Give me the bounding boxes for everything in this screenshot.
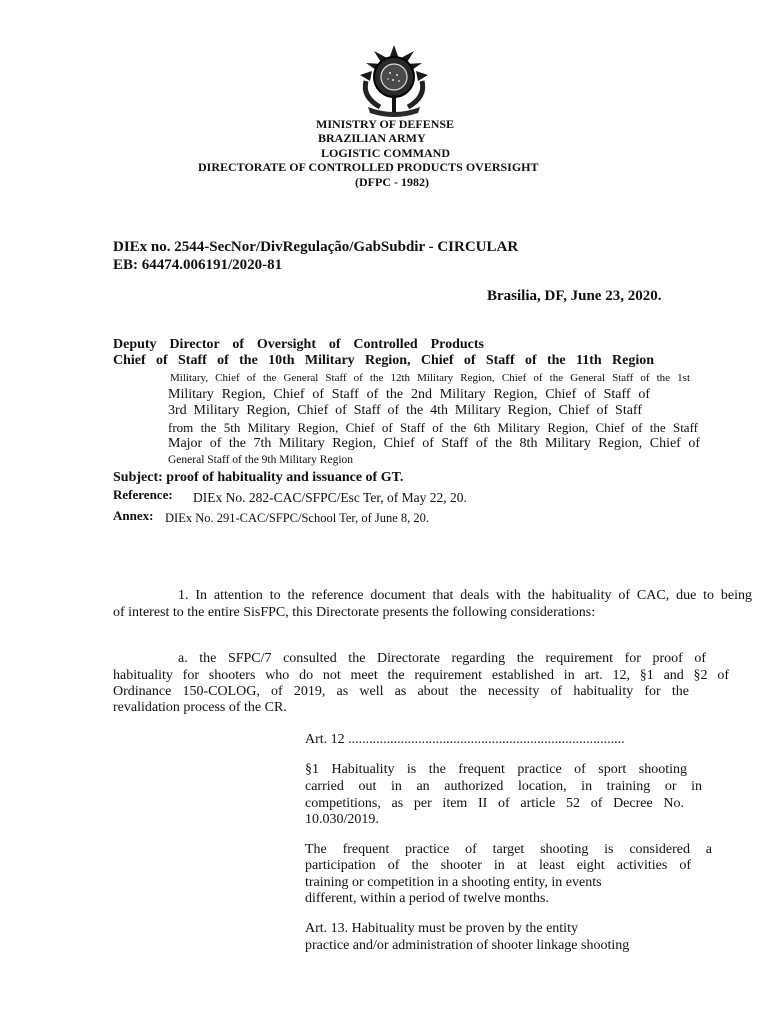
paragraph-1: 1. In attention to the reference document that deals with the habituality of CAC, due to being (178, 588, 752, 603)
paragraph-a: a. the SFPC/7 consulted the Directorate regarding the requirement for proof of (178, 651, 706, 666)
command-heading: LOGISTIC COMMAND (321, 146, 451, 160)
paragraph-a-cont: habituality for shooters who do not meet the requirement established in art. 12, §1 and §2 of (113, 668, 729, 683)
quote-frequent-practice: different, within a period of twelve months. (305, 891, 549, 906)
annex-value: DIEx No. 291-CAC/SFPC/School Ter, of June 8, 20. (165, 511, 430, 525)
quote-frequent-practice: participation of the shooter in at least eight activities of (305, 858, 691, 873)
quote-frequent-practice: The frequent practice of target shooting is considered a (305, 842, 712, 857)
subject-line: Subject: proof of habituality and issuance of GT. (113, 470, 404, 485)
quote-art-13: Art. 13. Habituality must be proven by the entity (305, 921, 578, 936)
addressee-line: Military, Chief of the General Staff of the 12th Military Region, Chief of the General Staff of the 1st (170, 372, 690, 384)
addressee-line: from the 5th Military Region, Chief of Staff of the 6th Military Region, Chief of the Staff (168, 420, 698, 435)
addressee-line: 3rd Military Region, Chief of Staff of the 4th Military Region, Chief of Staff (168, 403, 642, 418)
paragraph-a-cont: Ordinance 150-COLOG, of 2019, as well as about the necessity of habituality for the (113, 684, 689, 699)
addressee-line: Deputy Director of Oversight of Controlled Products (113, 337, 484, 352)
quote-paragraph-1: competitions, as per item II of article 52 of Decree No. (305, 796, 684, 811)
reference-label: Reference: (113, 487, 173, 502)
addressee-line: Military Region, Chief of Staff of the 2nd Military Region, Chief of Staff of (168, 387, 650, 402)
quote-paragraph-1: 10.030/2019. (305, 812, 379, 827)
eb-number: EB: 64474.006191/2020-81 (113, 257, 283, 273)
place-date: Brasilia, DF, June 23, 2020. (487, 288, 662, 304)
directorate-heading: DIRECTORATE OF CONTROLLED PRODUCTS OVERSIGHT (198, 160, 539, 174)
document-number: DIEx no. 2544-SecNor/DivRegulação/GabSubdir - CIRCULAR (113, 239, 519, 255)
addressee-line: Major of the 7th Military Region, Chief of Staff of the 8th Military Region, Chief of (168, 436, 700, 451)
quote-art-13: practice and/or administration of shooter linkage shooting (305, 938, 630, 953)
paragraph-a-cont: revalidation process of the CR. (113, 700, 287, 715)
addressee-line: Chief of Staff of the 10th Military Region, Chief of Staff of the 11th Region (113, 353, 654, 368)
quote-art-12: Art. 12 ............................................................................... (305, 732, 625, 747)
reference-value: DIEx No. 282-CAC/SFPC/Esc Ter, of May 22, 20. (193, 490, 467, 505)
directorate-acronym: (DFPC - 1982) (355, 175, 429, 189)
quote-paragraph-1: §1 Habituality is the frequent practice of sport shooting (305, 762, 687, 777)
army-heading: BRAZILIAN ARMY (318, 131, 426, 145)
annex-label: Annex: (113, 508, 154, 523)
coat-of-arms-emblem (352, 45, 436, 117)
ministry-heading: MINISTRY OF DEFENSE (316, 117, 455, 131)
quote-frequent-practice: training or competition in a shooting entity, in events (305, 875, 602, 890)
addressee-line: General Staff of the 9th Military Region (168, 454, 354, 466)
paragraph-1-cont: of interest to the entire SisFPC, this Directorate presents the following considerations: (113, 605, 596, 620)
quote-paragraph-1: carried out in an authorized location, in training or in (305, 779, 702, 794)
